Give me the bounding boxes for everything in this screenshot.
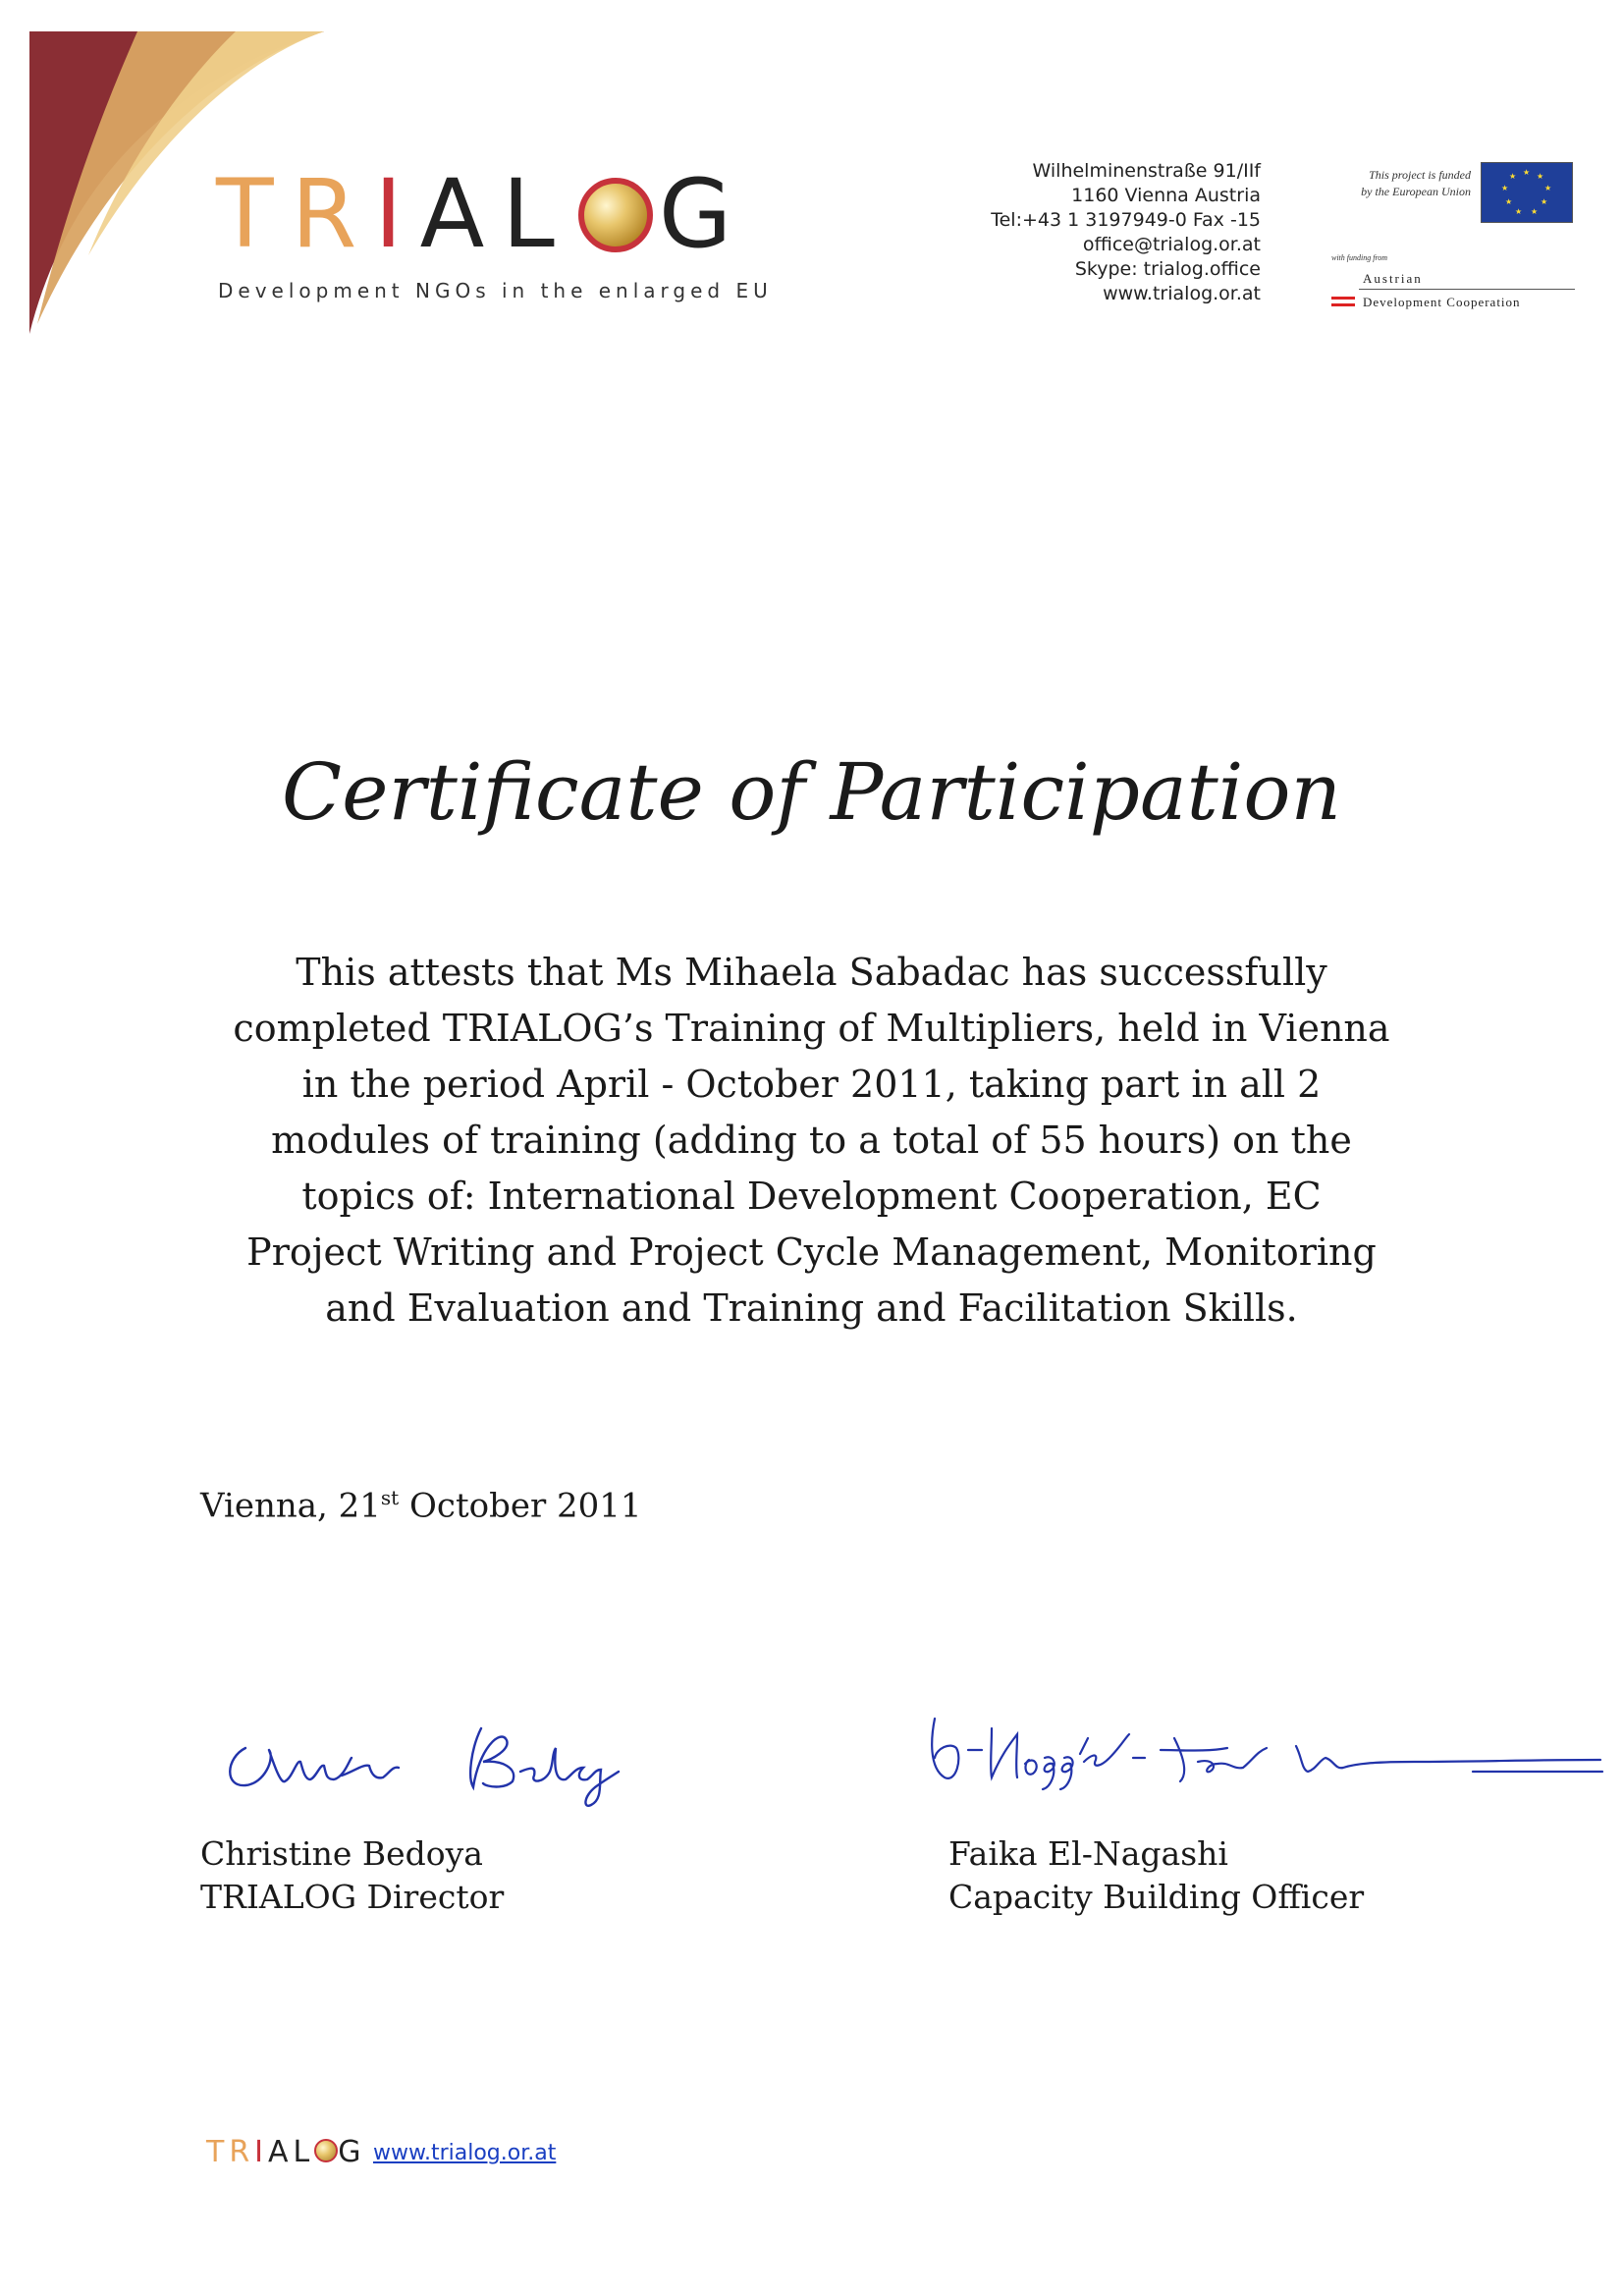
body-line: topics of: International Development Cooperation, EC: [301, 1175, 1322, 1218]
body-line: This attests that Ms Mihaela Sabadac has successfully: [296, 951, 1327, 994]
body-line: and Evaluation and Training and Facilitation Skills.: [325, 1286, 1298, 1330]
certificate-title: Certificate of Participation: [281, 746, 1342, 838]
signer-name: Faika El-Nagashi: [948, 1834, 1228, 1873]
footer-logo-orb-icon: [314, 2139, 338, 2162]
body-line: completed TRIALOG’s Training of Multipliers, held in Vienna: [233, 1007, 1390, 1050]
body-line: in the period April - October 2011, taking part in all 2: [301, 1063, 1322, 1106]
signer-role: Capacity Building Officer: [948, 1878, 1365, 1916]
logo-orb-icon: [578, 178, 653, 252]
signer-role: TRIALOG Director: [200, 1878, 505, 1916]
austrian-flag-icon: [1331, 297, 1355, 300]
eu-funding-note: This project is funded by the European Union: [1361, 168, 1471, 198]
footer-trialog-logo: TRIAL G: [206, 2135, 366, 2169]
development-cooperation-label: Development Cooperation: [1363, 295, 1521, 309]
signature-christine-bedoya: [206, 1689, 677, 1807]
body-line: modules of training (adding to a total of 55 hours) on the: [271, 1119, 1352, 1162]
austrian-label: Austrian: [1363, 271, 1423, 286]
funding-from-label: with funding from: [1331, 253, 1388, 262]
trialog-logo: TRIAL G: [216, 159, 750, 269]
body-line: Project Writing and Project Cycle Management, Monitoring: [246, 1230, 1377, 1274]
address-email: office@trialog.or.at: [1082, 234, 1261, 255]
signer-name: Christine Bedoya: [200, 1834, 483, 1873]
address-website: www.trialog.or.at: [1103, 283, 1261, 304]
logo-tagline: Development NGOs in the enlarged EU: [218, 279, 773, 302]
address-phone: Tel:+43 1 3197949-0 Fax -15: [991, 209, 1261, 231]
signer-block-officer: [948, 1832, 1364, 1919]
contact-address: [991, 159, 1261, 306]
footer-website-link[interactable]: www.trialog.or.at: [373, 2141, 557, 2165]
signer-block-director: [200, 1832, 504, 1919]
signature-faika-el-nagashi: [923, 1699, 1610, 1797]
eu-flag-icon: ★ ★ ★ ★ ★ ★ ★ ★ ★: [1481, 162, 1573, 223]
ada-divider: [1359, 289, 1575, 290]
address-skype: Skype: trialog.office: [1074, 258, 1261, 280]
certificate-body: [147, 945, 1476, 1337]
address-city: 1160 Vienna Austria: [1071, 185, 1261, 206]
issue-date: Vienna, 21st October 2011: [200, 1486, 642, 1526]
address-street: Wilhelminenstraße 91/IIf: [1032, 160, 1261, 182]
